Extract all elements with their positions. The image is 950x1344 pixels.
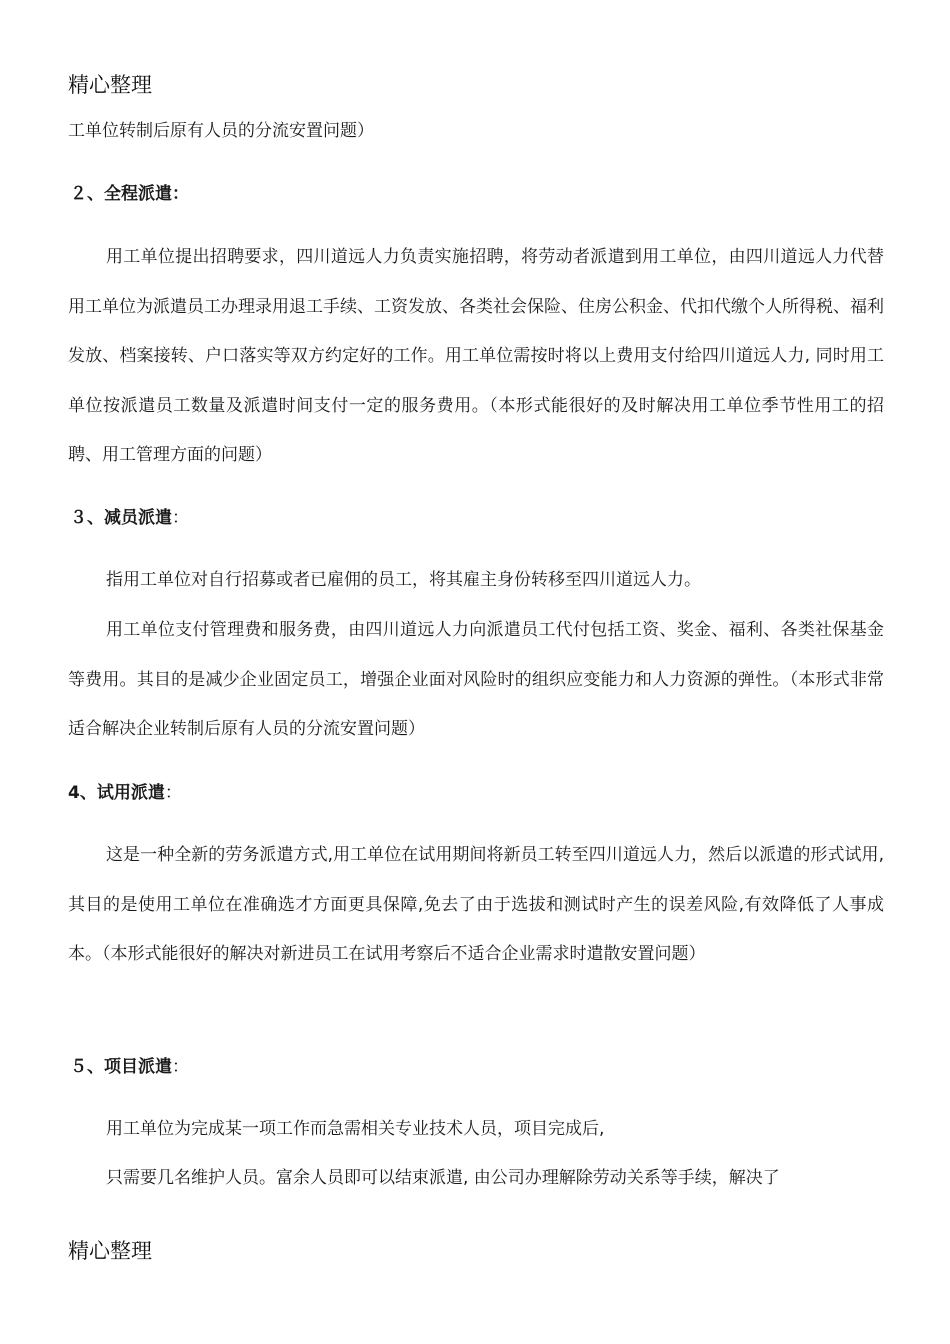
section-colon: ： (172, 508, 189, 528)
section-heading-trial-dispatch (68, 780, 182, 806)
section-title: 全程派遣 (104, 184, 172, 204)
page-footer: 精心整理 (68, 1239, 152, 1263)
section-heading-project-dispatch (70, 1054, 189, 1080)
page-header: 精心整理 (68, 73, 152, 97)
section-heading-reduction-dispatch (70, 505, 189, 531)
section-paragraph: 用工单位支付管理费和服务费，由四川道远人力向派遣员工代付包括工资、奖金、福利、各类社保基金等费用。其目的是减少企业固定员工，增强企业面对风险时的组织应变能力和人力资源的弹性。（本形式非常适合解决企业转制后原有人员的分流安置问题） (68, 620, 884, 739)
section-paragraph: 指用工单位对自行招募或者已雇佣的员工，将其雇主身份转移至四川道远人力。 (106, 570, 701, 590)
section-number: ５、 (70, 1057, 104, 1077)
lead-line: 工单位转制后原有人员的分流安置问题） (68, 121, 374, 141)
section-paragraph: 用工单位为完成某一项工作而急需相关专业技术人员，项目完成后, (106, 1119, 605, 1139)
section-number: ２、 (70, 184, 104, 204)
section-colon: ： (172, 184, 189, 204)
section-paragraph: 这是一种全新的劳务派遣方式,用工单位在试用期间将新员工转至四川道远人力，然后以派遣的形式试用,其目的是使用工单位在准确选才方面更具保障,免去了由于选拔和测试时产生的误差风险,有效降低了人事成本。（本形式能很好的解决对新进员工在试用考察后不适合企业需求时遣散安置问题） (68, 845, 884, 964)
section-title: 试用派遣 (96, 783, 165, 803)
section-heading-full-dispatch (70, 181, 189, 207)
section-number: ３、 (70, 508, 104, 528)
section-number: 4、 (68, 783, 97, 803)
section-paragraph: 只需要几名维护人员。富余人员即可以结束派遣, 由公司办理解除劳动关系等手续，解决了 (106, 1168, 780, 1188)
section-title: 项目派遣 (104, 1057, 172, 1077)
section-colon: ： (172, 1057, 189, 1077)
section-paragraph: 用工单位提出招聘要求，四川道远人力负责实施招聘，将劳动者派遣到用工单位，由四川道远人力代替用工单位为派遣员工办理录用退工手续、工资发放、各类社会保险、住房公积金、代扣代缴个人所得税、福利发放、档案接转、户口落实等双方约定好的工作。用工单位需按时将以上费用支付给四川道远人力, 同时用工单位按派遣员工数量及派遣时间支付一定的服务费用。（本形式能很好的及时解决用工单位季节性用工的招聘、用工管理方面的问题） (68, 247, 884, 465)
section-colon: ： (164, 783, 182, 803)
section-title: 减员派遣 (104, 508, 172, 528)
